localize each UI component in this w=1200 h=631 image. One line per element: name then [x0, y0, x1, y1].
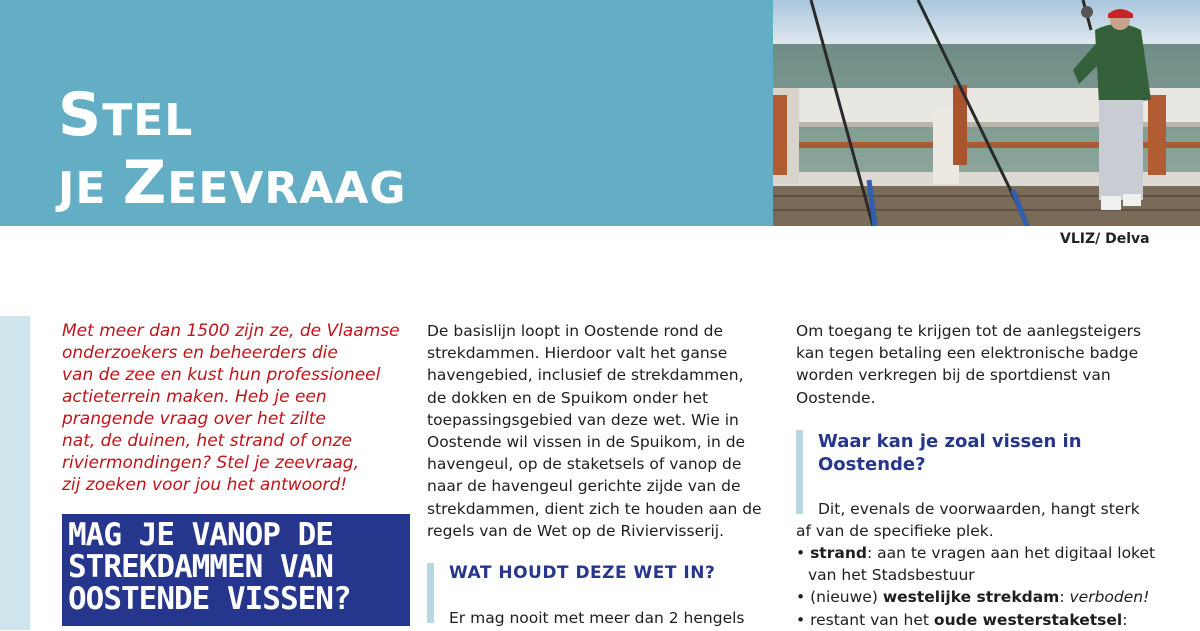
paragraph-line: havengeul, op de staketsels of vanop de [427, 455, 742, 474]
list-item: • strand: aan te vragen aan het digitaal loket [796, 544, 1156, 562]
paragraph-line: strekdammen. Hierdoor valt het ganse [427, 344, 728, 363]
paragraph-line: regels van de Wet op de Riviervisserij. [427, 521, 725, 540]
intro-line: onderzoekers en beheerders die [62, 343, 338, 363]
paragraph-line: toepassingsgebied van deze wet. Wie in [427, 410, 739, 429]
article-column-3-body [796, 498, 1140, 542]
article-column-2 [427, 320, 762, 542]
paragraph-line: Oostende. [796, 388, 876, 407]
page-title-line1: STEL [58, 80, 194, 150]
article-column-3 [796, 320, 1166, 409]
article-column-2-continued [449, 607, 744, 629]
subheading-line: Oostende? [818, 454, 926, 475]
paragraph-line: De basislijn loopt in Oostende rond de [427, 322, 724, 340]
fisherman-photo [773, 0, 1200, 226]
list-item-continuation: van het Stadsbestuur [808, 566, 975, 585]
intro-line: Met meer dan 1500 zijn ze, de Vlaamse [62, 321, 400, 341]
page-title-line2: JE ZEEVRAAG [58, 148, 407, 218]
intro-line: prangende vraag over het zilte [62, 409, 326, 429]
subheading-accent-bar [427, 563, 434, 623]
intro-line: zij zoeken voor jou het antwoord! [62, 475, 348, 495]
question-heading-box [62, 514, 410, 626]
paragraph-line: strekdammen, dient zich te houden aan de [427, 499, 762, 518]
paragraph-line: Oostende wil vissen in de Spuikom, in de [427, 433, 746, 452]
intro-line: actieterrein maken. Heb je een [62, 387, 327, 407]
paragraph-line: af van de specifieke plek. [796, 522, 994, 541]
paragraph-line: kan tegen betaling een elektronische badge [796, 344, 1139, 363]
question-line: OOSTENDE VISSEN? [68, 581, 351, 617]
subheading: WAT HOUDT DEZE WET IN? [449, 563, 716, 583]
subheading-line: Waar kan je zoal vissen in [818, 431, 1082, 452]
intro-line: riviermondingen? Stel je zeevraag, [62, 453, 359, 473]
subheading-accent-bar [796, 430, 803, 514]
paragraph-line: worden verkregen bij de sportdienst van [796, 366, 1111, 385]
side-accent-bar [0, 316, 30, 630]
intro-line: nat, de duinen, het strand of onze [62, 431, 352, 451]
paragraph-line: Er mag nooit met meer dan 2 hengels [449, 609, 745, 627]
paragraph-line: naar de havengeul gerichte zijde van de [427, 477, 741, 496]
paragraph-line: Dit, evenals de voorwaarden, hangt sterk [818, 500, 1140, 518]
paragraph-line: Om toegang te krijgen tot de aanlegsteigers [796, 322, 1142, 340]
photo-credit: VLIZ/ Delva [1060, 231, 1150, 247]
question-line: MAG JE VANOP DE [68, 517, 333, 553]
bullet-list [796, 542, 1155, 631]
paragraph-line: havengebied, inclusief de strekdammen, [427, 366, 744, 385]
intro-text [62, 320, 407, 496]
intro-line: van de zee en kust hun professioneel [62, 365, 381, 385]
question-line: STREKDAMMEN VAN [68, 549, 333, 585]
list-item: • (nieuwe) westelijke strekdam: verboden! [796, 588, 1150, 607]
subheading [818, 430, 1082, 476]
list-item: • restant van het oude westerstaketsel: [796, 610, 1128, 629]
paragraph-line: de dokken en de Spuikom onder het [427, 388, 709, 407]
